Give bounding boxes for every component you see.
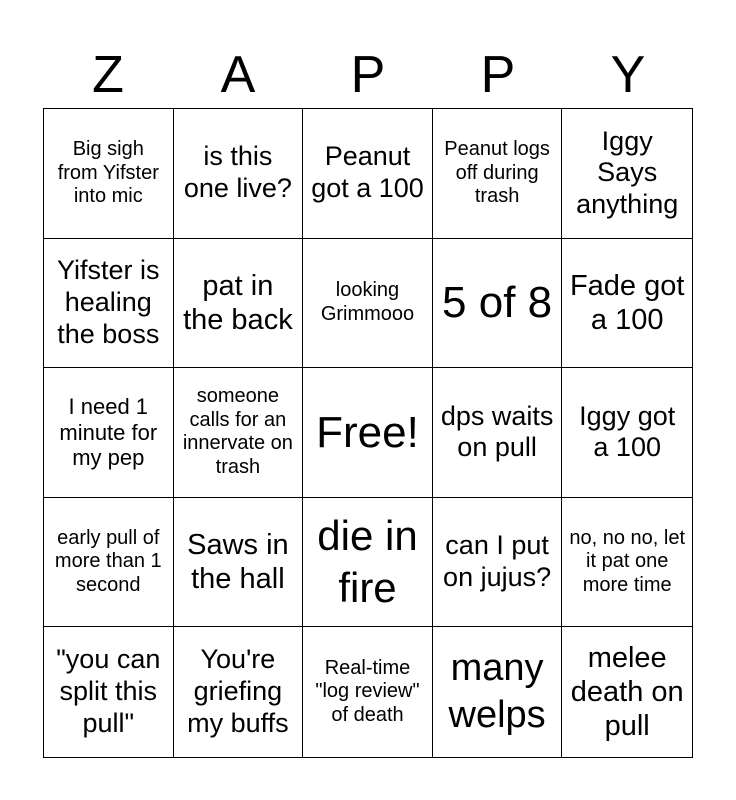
bingo-cell[interactable]: Yifster is healing the boss <box>44 239 174 369</box>
bingo-cell[interactable]: I need 1 minute for my pep <box>44 368 174 498</box>
bingo-cell[interactable]: Saws in the hall <box>174 498 304 628</box>
bingo-cell[interactable]: pat in the back <box>174 239 304 369</box>
bingo-cell[interactable]: looking Grimmooo <box>303 239 433 369</box>
bingo-cell[interactable]: no, no no, let it pat one more time <box>562 498 692 628</box>
header-letter-y: Y <box>610 46 646 104</box>
bingo-free-space[interactable]: Free! <box>303 368 433 498</box>
header-letter-p1: P <box>350 46 386 104</box>
bingo-cell[interactable]: dps waits on pull <box>433 368 563 498</box>
bingo-cell[interactable]: Fade got a 100 <box>562 239 692 369</box>
bingo-cell[interactable]: is this one live? <box>174 109 304 239</box>
bingo-cell[interactable]: Big sigh from Yifster into mic <box>44 109 174 239</box>
header-letter-z: Z <box>92 46 124 104</box>
bingo-cell[interactable]: someone calls for an innervate on trash <box>174 368 304 498</box>
bingo-cell[interactable]: die in fire <box>303 498 433 628</box>
bingo-cell[interactable]: You're griefing my buffs <box>174 627 304 757</box>
bingo-cell[interactable]: 5 of 8 <box>433 239 563 369</box>
header-letter-a: A <box>220 46 256 104</box>
bingo-cell[interactable]: can I put on jujus? <box>433 498 563 628</box>
bingo-board <box>43 108 693 758</box>
bingo-cell[interactable]: melee death on pull <box>570 641 684 743</box>
bingo-cell[interactable]: Peanut logs off during trash <box>433 109 563 239</box>
bingo-cell[interactable]: "you can split this pull" <box>44 627 174 757</box>
bingo-header <box>43 42 693 108</box>
header-letter-p2: P <box>480 46 516 104</box>
bingo-cell[interactable]: Iggy Says anything <box>562 109 692 239</box>
bingo-cell[interactable]: Iggy got a 100 <box>562 368 692 498</box>
bingo-cell[interactable]: Peanut got a 100 <box>303 109 433 239</box>
bingo-cell[interactable]: many welps <box>433 627 563 757</box>
bingo-cell[interactable]: early pull of more than 1 second <box>44 498 174 628</box>
bingo-cell[interactable]: Real-time "log review" of death <box>303 627 433 757</box>
